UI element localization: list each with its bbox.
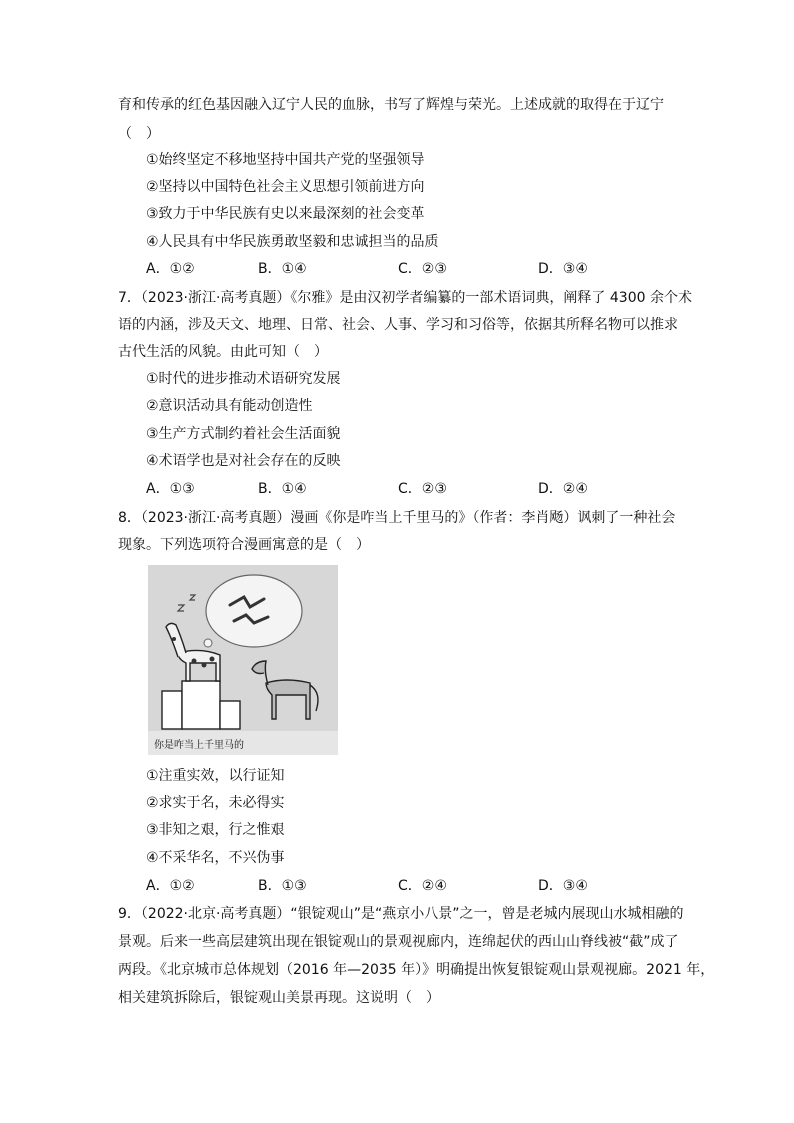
- podium-center: [182, 681, 220, 729]
- q6-option-1: ①始终坚定不移地坚持中国共产党的坚强领导: [146, 152, 425, 168]
- q7-choices: [146, 479, 666, 499]
- q9-stem-line-1: 9．（2022·北京·高考真题）“银锭观山”是“燕京小八景”之一，曾是老城内展现山水城相融的: [118, 906, 684, 922]
- q8-choice-a[interactable]: A．①②: [146, 878, 195, 894]
- spot-4: [172, 637, 176, 641]
- q7-stem-line-2: 语的内涵，涉及天文、地理、日常、社会、人事、学习和习俗等，依据其所释名物可以推求: [118, 317, 678, 333]
- q6-option-4: ④人民具有中华民族勇敢坚毅和忠诚担当的品质: [146, 234, 439, 250]
- q8-option-1: ①注重实效，以行证知: [146, 768, 285, 784]
- q7-option-3: ③生产方式制约着社会生活面貌: [146, 426, 341, 442]
- q7-stem-line-1: 7．（2023·浙江·高考真题）《尔雅》是由汉初学者编纂的一部术语词典，阐释了 4300 余个术: [118, 290, 692, 306]
- q7-option-2: ②意识活动具有能动创造性: [146, 398, 313, 414]
- q8-choice-b[interactable]: B．①③: [258, 878, 307, 894]
- q6-stem-line-1: 育和传承的红色基因融入辽宁人民的血脉，书写了辉煌与荣光。上述成就的取得在于辽宁: [118, 97, 664, 113]
- podium-right: [220, 701, 240, 729]
- q8-choice-c[interactable]: C．②④: [398, 878, 447, 894]
- q8-option-4: ④不采华名，不兴伪事: [146, 850, 285, 866]
- q9-stem-line-3: 两段。《北京城市总体规划（2016 年—2035 年）》明确提出恢复银锭观山景观视廊。2021 年，: [118, 962, 715, 978]
- q7-choice-a[interactable]: A．①③: [146, 481, 195, 497]
- thought-dot-1: [204, 639, 212, 647]
- q7-option-1: ①时代的进步推动术语研究发展: [146, 371, 341, 387]
- q8-stem-line-2: 现象。下列选项符合漫画寓意的是（ ）: [118, 537, 370, 553]
- q6-choice-d[interactable]: D．③④: [538, 261, 588, 277]
- q7-choice-b[interactable]: B．①④: [258, 481, 307, 497]
- q6-stem-line-2: （ ）: [118, 126, 160, 142]
- q6-choices: [146, 259, 666, 279]
- q8-option-2: ②求实于名，未必得实: [146, 795, 285, 811]
- q7-stem-line-3: 古代生活的风貌。由此可知（ ）: [118, 344, 328, 360]
- q7-choice-c[interactable]: C．②③: [398, 481, 447, 497]
- q9-stem-line-2: 景观。后来一些高层建筑出现在银锭观山的景观视廊内，连绵起伏的西山山脊线被“截”成了: [118, 934, 679, 950]
- spot-3: [210, 657, 215, 662]
- cartoon-image: [148, 565, 338, 755]
- q6-choice-a[interactable]: A．①②: [146, 261, 195, 277]
- q8-option-3: ③非知之艰，行之惟艰: [146, 822, 285, 838]
- q9-stem-line-4: 相关建筑拆除后，银锭观山美景再现。这说明（ ）: [118, 990, 440, 1006]
- q7-choice-d[interactable]: D．②④: [538, 481, 588, 497]
- q6-option-2: ②坚持以中国特色社会主义思想引领前进方向: [146, 179, 425, 195]
- cartoon-caption: 你是咋当上千里马的: [154, 740, 244, 751]
- q8-choices: [146, 876, 666, 896]
- spot-1: [192, 659, 197, 664]
- q6-option-3: ③致力于中华民族有史以来最深刻的社会变革: [146, 206, 425, 222]
- podium-left: [162, 691, 182, 729]
- spot-2: [202, 663, 207, 668]
- q7-option-4: ④术语学也是对社会存在的反映: [146, 453, 341, 469]
- q8-choice-d[interactable]: D．③④: [538, 878, 588, 894]
- q6-choice-b[interactable]: B．①④: [258, 261, 307, 277]
- q6-choice-c[interactable]: C．②③: [398, 261, 447, 277]
- q8-stem-line-1: 8．（2023·浙江·高考真题）漫画《你是咋当上千里马的》（作者：李肖飏）讽刺了一种社会: [118, 510, 676, 526]
- thought-bubble: [206, 575, 302, 647]
